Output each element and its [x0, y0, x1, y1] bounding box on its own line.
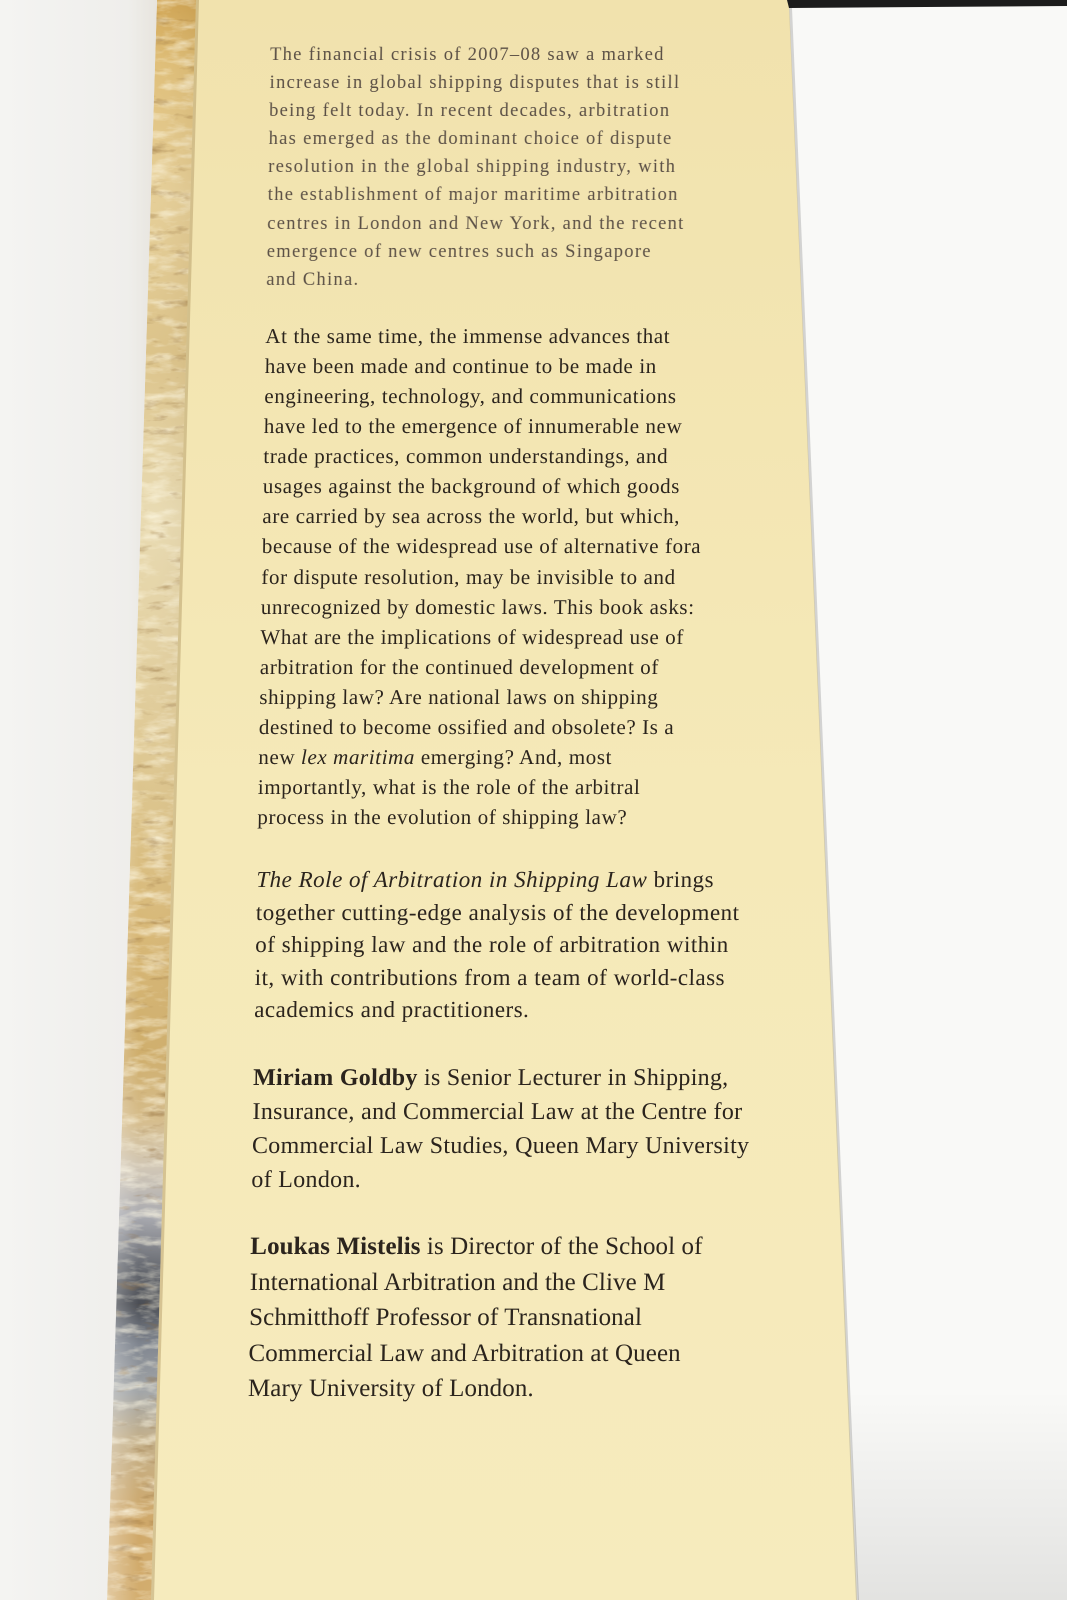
- text-line: have been made and continue to be made in: [264, 354, 658, 379]
- text-line: resolution in the global shipping industry, with: [268, 157, 677, 178]
- book-title: The Role of Arbitration in Shipping Law: [256, 867, 648, 892]
- editor-name: Miriam Goldby: [252, 1065, 418, 1091]
- editor-bio-goldby: [251, 1061, 751, 1197]
- text-line: are carried by sea across the world, but which,: [262, 504, 681, 529]
- blurb-paragraph-questions: [257, 321, 705, 832]
- text-line: centres in London and New York, and the recent: [267, 213, 685, 234]
- text-line: Insurance, and Commercial Law at the Centre for: [252, 1099, 743, 1125]
- line-text: new: [258, 744, 302, 769]
- text-line: has emerged as the dominant choice of dispute: [268, 129, 673, 150]
- text-line: because of the widespread use of alternative fora: [261, 534, 702, 559]
- text-line: International Arbitration and the Clive M: [249, 1268, 666, 1296]
- text-line: shipping law? Are national laws on shipping: [259, 684, 659, 709]
- text-line: have led to the emergence of innumerable new: [263, 414, 683, 439]
- text-line: Mary University of London.: [247, 1375, 535, 1402]
- text-line: the establishment of major maritime arbitration: [267, 185, 679, 206]
- blurb-paragraph-book-summary: [254, 864, 740, 1027]
- text-line: engineering, technology, and communications: [264, 384, 677, 409]
- text-line: [258, 742, 698, 772]
- text-line: What are the implications of widespread use of: [260, 624, 685, 649]
- text-line: and China.: [266, 269, 360, 290]
- text-line: unrecognized by domestic laws. This book asks:: [260, 594, 695, 619]
- text-line: trade practices, common understandings, and: [263, 444, 669, 469]
- text-line: [250, 1229, 703, 1265]
- text-line: of London.: [251, 1167, 362, 1193]
- text-line: destined to become ossified and obsolete? Is a: [258, 714, 675, 739]
- text-line: Commercial Law and Arbitration at Queen: [248, 1339, 681, 1367]
- text-line: it, with contributions from a team of world-class: [254, 964, 726, 990]
- text-line: increase in global shipping disputes that is still: [269, 73, 681, 94]
- text-line: academics and practitioners.: [254, 997, 530, 1022]
- text-line: Commercial Law Studies, Queen Mary University: [251, 1133, 750, 1159]
- text-line: [253, 1061, 751, 1095]
- text-line: of shipping law and the role of arbitration within: [255, 932, 729, 957]
- text-line: At the same time, the immense advances that: [265, 324, 671, 348]
- text-line: arbitration for the continued development of: [259, 654, 660, 679]
- editor-bio-mistelis: [248, 1229, 703, 1407]
- text-line: being felt today. In recent decades, arbitration: [268, 101, 671, 122]
- text-line: for dispute resolution, may be invisible to and: [261, 564, 676, 589]
- text-line: process in the evolution of shipping law?: [257, 805, 628, 829]
- text-line: importantly, what is the role of the arbitral: [257, 774, 641, 799]
- text-line: The financial crisis of 2007–08 saw a marked: [269, 45, 665, 65]
- line-text: is Senior Lecturer in Shipping,: [417, 1065, 729, 1091]
- line-text: emerging? And, most: [414, 744, 613, 769]
- text-line: together cutting-edge analysis of the development: [255, 899, 740, 925]
- editor-name: Loukas Mistelis: [250, 1233, 421, 1260]
- line-text: brings: [647, 867, 715, 892]
- italic-term: lex maritima: [300, 744, 416, 769]
- text-line: Schmitthoff Professor of Transnational: [248, 1304, 643, 1331]
- text-line: usages against the background of which goods: [262, 474, 681, 499]
- line-text: is Director of the School of: [420, 1233, 703, 1260]
- text-line: [256, 864, 740, 897]
- text-line: emergence of new centres such as Singapore: [266, 241, 653, 262]
- blurb-paragraph-intro: [266, 41, 688, 294]
